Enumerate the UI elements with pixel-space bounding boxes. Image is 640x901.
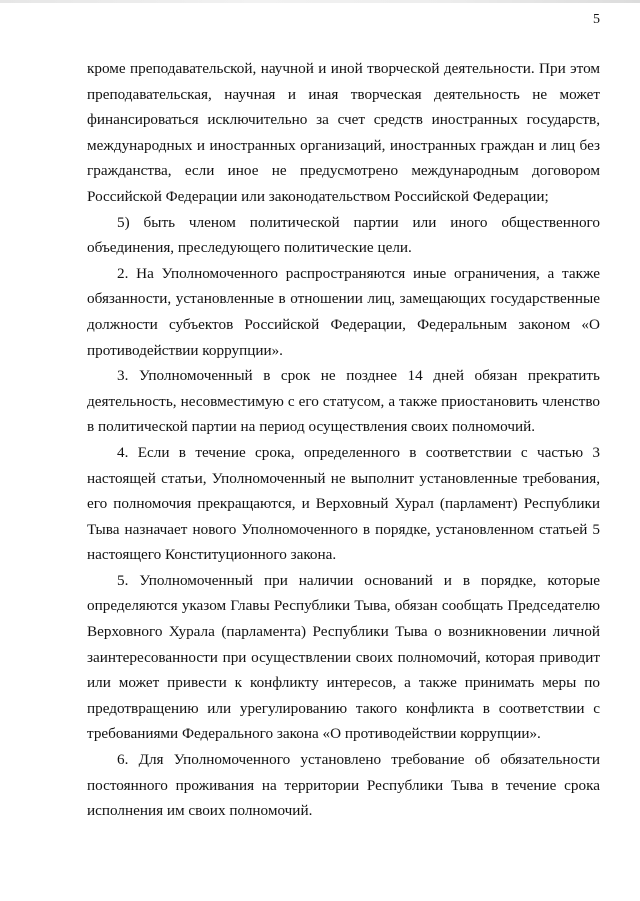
- paragraph-part-4: 4. Если в течение срока, определенного в соответствии с частью 3 настоящей статьи, Уполномоченный не выполнит установленные требования, его полномочия прекращаются, и Верховный Хурал (парламент) Республики Тыва назначает нового Уполномоченного в порядке, установленном статьей 5 настоящего Конституционного закона.: [87, 443, 600, 564]
- scan-edge: [0, 0, 640, 3]
- paragraph-part-6: 6. Для Уполномоченного установлено требование об обязательности постоянного проживания на территории Республики Тыва в течение срока исполнения им своих полномочий.: [87, 751, 600, 820]
- page-number: 5: [593, 12, 600, 27]
- paragraph-continuation: кроме преподавательской, научной и иной творческой деятельности. При этом преподавательская, научная и иная творческая деятельность не может финансироваться исключительно за счет средств иностранных государств, международных и иностранных организаций, иностранных граждан и лиц без гражданства, если иное не предусмотрено международным договором Российской Федерации или законодательством Российской Федерации;: [87, 60, 600, 205]
- paragraph-item-5: 5) быть членом политической партии или иного общественного объединения, преследующего политические цели.: [87, 213, 600, 257]
- paragraph-part-5: 5. Уполномоченный при наличии оснований и в порядке, которые определяются указом Главы Республики Тыва, обязан сообщать Председателю Верховного Хурала (парламента) Республики Тыва о возникновении личной заинтересованности при осуществлении своих полномочий, которая приводит или может привести к конфликту интересов, а также принимать меры по предотвращению или урегулированию такого конфликта в соответствии с требованиями Федерального закона «О противодействии коррупции».: [87, 571, 600, 743]
- paragraph-part-2: 2. На Уполномоченного распространяются иные ограничения, а также обязанности, установленные в отношении лиц, замещающих государственные должности субъектов Российской Федерации, Федеральным законом «О противодействии коррупции».: [87, 264, 600, 359]
- paragraph-part-3: 3. Уполномоченный в срок не позднее 14 дней обязан прекратить деятельность, несовместимую с его статусом, а также приостановить членство в политической партии на период осуществления своих полномочий.: [87, 367, 600, 436]
- document-body: [87, 56, 600, 824]
